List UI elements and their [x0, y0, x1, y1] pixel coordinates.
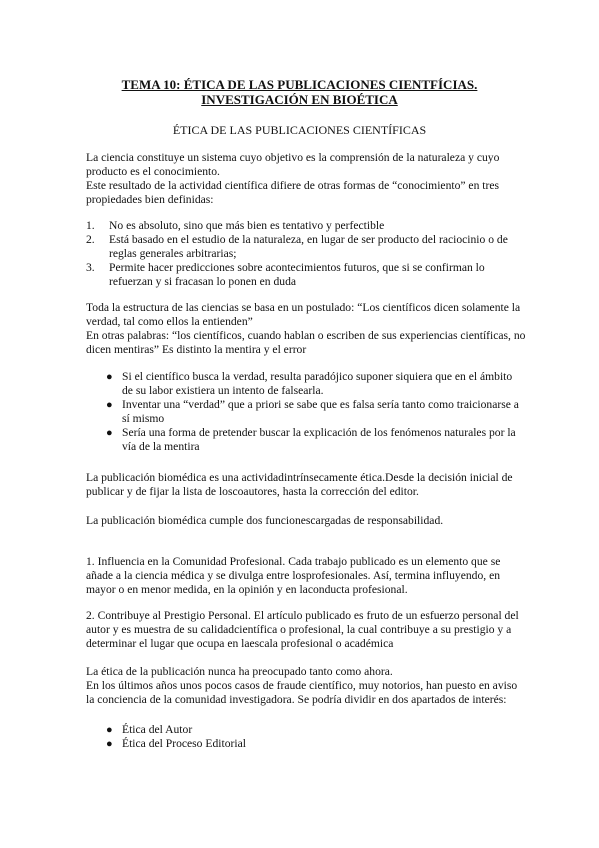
properties-list: [86, 219, 526, 289]
ethics-bullet-list: [86, 723, 526, 751]
intro-paragraph: [86, 151, 526, 207]
list-text: Está basado en el estudio de la naturaleza, en lugar de ser producto del raciocinio o de reglas generales arbitrarias;: [109, 233, 508, 260]
list-text: Ética del Proceso Editorial: [122, 737, 246, 750]
list-item: [86, 723, 526, 737]
function-paragraph-1: 1. Influencia en la Comunidad Profesional. Cada trabajo publicado es un elemento que se añade a la ciencia médica y se divulga entre losprofesionales. Así, termina influyendo, en mayor o en menor medida, en la opinión y en laconducta profesional.: [86, 555, 501, 596]
postulate-text-1: Toda la estructura de las ciencias se basa en un postulado: “Los científicos dicen solamente la verdad, tal como ellos la entienden”: [86, 301, 521, 328]
postulate-paragraph: [86, 301, 526, 357]
list-number: 1.: [86, 219, 95, 232]
bullet-icon: ●: [106, 738, 113, 750]
biomed-paragraph-1: La publicación biomédica es una actividadintrínsecamente ética.Desde la decisión inicial de publicar y de fijar la lista de loscoautores, hasta la corrección del editor.: [86, 471, 513, 498]
bullet-icon: ●: [106, 724, 113, 736]
list-text: No es absoluto, sino que más bien es tentativo y perfectible: [109, 219, 385, 232]
list-item: [86, 398, 526, 426]
list-item: [86, 233, 526, 261]
biomed-paragraph-2: La publicación biomédica cumple dos funcionescargadas de responsabilidad.: [86, 514, 444, 527]
list-number: 3.: [86, 261, 95, 274]
bullet-icon: ●: [106, 427, 113, 439]
title-line-2: INVESTIGACIÓN EN BIOÉTICA: [201, 92, 398, 107]
bullet-icon: ●: [106, 399, 113, 411]
list-item: [86, 261, 526, 289]
list-text: Inventar una “verdad” que a priori se sabe que es falsa sería tanto como traicionarse a sí mismo: [122, 398, 519, 425]
ethics-paragraph: [86, 665, 526, 707]
ethics-text-2: En los últimos años unos pocos casos de fraude científico, muy notorios, han puesto en aviso la conciencia de la comunidad investigadora. Se podría dividir en dos apartados de interés:: [86, 679, 518, 706]
truth-bullet-list: [86, 370, 526, 454]
list-item: [86, 219, 526, 233]
list-item: [86, 370, 526, 398]
ethics-text-1: La ética de la publicación nunca ha preocupado tanto como ahora.: [86, 665, 393, 678]
intro-text-1: La ciencia constituye un sistema cuyo objetivo es la comprensión de la naturaleza y cuyo producto es el conocimiento.: [86, 151, 500, 178]
section-subtitle: ÉTICA DE LAS PUBLICACIONES CIENTÍFICAS: [172, 123, 427, 137]
title-line-1: TEMA 10: ÉTICA DE LAS PUBLICACIONES CIENTFÍCIAS.: [121, 77, 478, 92]
bullet-icon: ●: [106, 371, 113, 383]
function-paragraph-2: 2. Contribuye al Prestigio Personal. El artículo publicado es fruto de un esfuerzo personal del autor y es muestra de su calidadcientífica o profesional, la cual contribuye a su prestigio y a determinar el lugar que ocupa en laescala profesional o académica: [86, 609, 519, 650]
list-text: Sería una forma de pretender buscar la explicación de los fenómenos naturales por la vía de la mentira: [122, 426, 516, 453]
list-number: 2.: [86, 233, 95, 246]
intro-text-2: Este resultado de la actividad científica difiere de otras formas de “conocimiento” en tres propiedades bien definidas:: [86, 179, 500, 206]
list-text: Permite hacer predicciones sobre acontecimientos futuros, que si se confirman lo refuerzan y si fracasan lo ponen en duda: [109, 261, 485, 288]
postulate-text-2: En otras palabras: “los científicos, cuando hablan o escriben de sus experiencias científicas, no dicen mentiras” Es distinto la mentira y el error: [86, 329, 526, 356]
list-item: [86, 737, 526, 751]
list-text: Si el científico busca la verdad, resulta paradójico suponer siquiera que en el ámbito de su labor existiera un intento de falsearla.: [122, 370, 513, 397]
list-item: [86, 426, 526, 454]
document-title: [60, 77, 539, 107]
list-text: Ética del Autor: [122, 723, 193, 736]
